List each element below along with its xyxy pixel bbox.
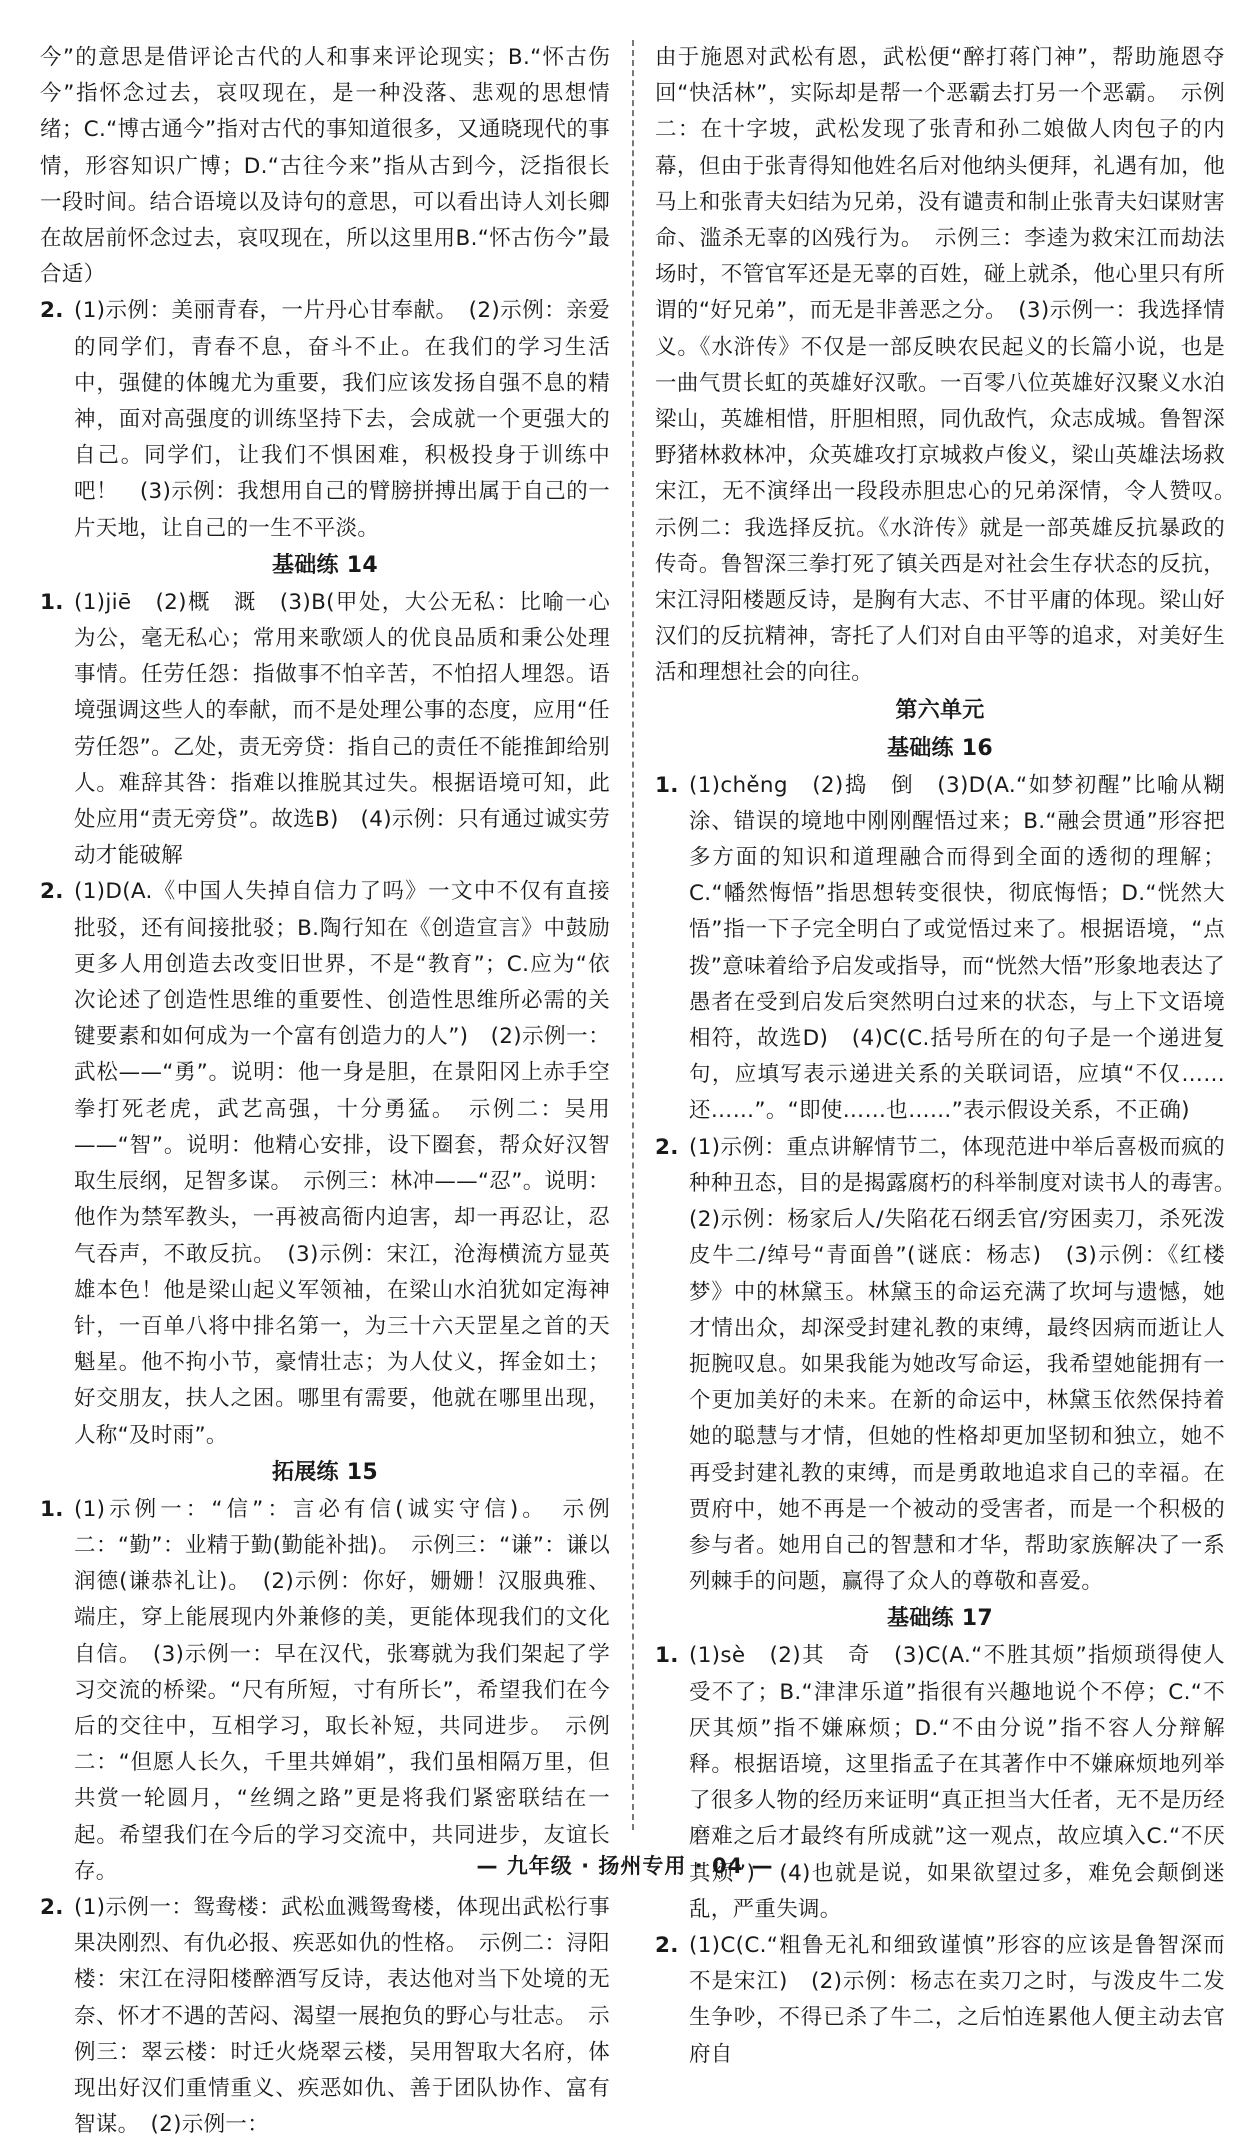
continuation-paragraph: 由于施恩对武松有恩，武松便“醉打蒋门神”，帮助施恩夺回“快活林”，实际却是帮一个恶霸去打另一个恶霸。 示例二：在十字坡，武松发现了张青和孙二娘做人肉包子的内幕，但由于张青得知他姓名后对他纳头便拜，礼遇有加，他马上和张青夫妇结为兄弟，没有谴责和制止张青夫妇谋财害命、滥杀无辜的凶残行为。 示例三：李逵为救宋江而劫法场时，不管官军还是无辜的百姓，碰上就杀，他心里只有所谓的“好兄弟”，而无是非善恶之分。 (3)示例一：我选择情义。《水浒传》不仅是一部反映农民起义的长篇小说，也是一曲气贯长虹的英雄好汉歌。一百零八位英雄好汉聚义水泊梁山，英雄相惜，肝胆相照，同仇敌忾，众志成城。鲁智深野猪林救林冲，众英雄攻打京城救卢俊义，梁山英雄法场救宋江，无不演绎出一段段赤胆忠心的兄弟深情，令人赞叹。 示例二：我选择反抗。《水浒传》就是一部英雄反抗暴政的传奇。鲁智深三拳打死了镇关西是对社会生存状态的反抗，宋江浔阳楼题反诗，是胸有大志、不甘平庸的体现。梁山好汉们的反抗精神，寄托了人们对自由平等的追求，对美好生活和理想社会的向往。 <box>655 45 1247 686</box>
right-column <box>655 40 1247 2073</box>
left-column <box>40 40 610 2143</box>
list-item <box>655 1638 1225 1928</box>
item-number: 2. <box>655 1134 679 1160</box>
item-text: (1)示例：美丽青春，一片丹心甘奉献。 (2)示例：亲爱的同学们，青春不息，奋斗不止。在我们的学习生活中，强健的体魄尤为重要，我们应该发扬自强不息的精神，面对高强度的训练坚持下去，会成就一个更强大的自己。同学们，让我们不惧困难，积极投身于训练中吧！ (3)示例：我想用自己的臂膀拼搏出属于自己的一片天地，让自己的一生不平淡。 <box>74 298 610 541</box>
column-divider <box>632 40 634 1830</box>
list-item <box>40 293 610 546</box>
page-footer: — 九年级 · 扬州专用 · 04 — <box>476 1854 774 1878</box>
item-number: 2. <box>655 1932 679 1958</box>
item-text: (1)chěng (2)捣 倒 (3)D(A.“如梦初醒”比喻从糊涂、错误的境地中刚刚醒悟过来；B.“融会贯通”形容把多方面的知识和道理融合而得到全面的透彻的理解；C.“幡然悔悟”指思想转变很快，彻底悔悟；D.“恍然大悟”指一下子完全明白了或觉悟过来了。根据语境，“点拨”意味着给予启发或指导，而“恍然大悟”形象地表达了愚者在受到启发后突然明白过来的状态，与上下文语境相符，故选D) (4)C(C.括号所在的句子是一个递进复句，应填写表示递进关系的关联词语，应填“不仅……还……”。“即使……也……”表示假设关系，不正确) <box>689 772 1225 1124</box>
list-item <box>655 1928 1225 2073</box>
list-item <box>40 1890 610 2143</box>
section-heading: 基础练 16 <box>886 735 994 761</box>
item-text: (1)sè (2)其 奇 (3)C(A.“不胜其烦”指烦琐得使人受不了；B.“津津乐道”指很有兴趣地说个不停；C.“不厌其烦”指不嫌麻烦；D.“不由分说”指不容人分辩解释。根据语境，这里指孟子在其著作中不嫌麻烦地列举了很多人物的经历来证明“真正担当大任者，无不是历经磨难之后才最终有所成就”这一观点，故应填入C.“不厌其烦”) (4)也就是说，如果欲望过多，难免会颠倒迷乱，严重失调。 <box>689 1643 1225 1922</box>
item-text: (1)jiē (2)概 溉 (3)B(甲处，大公无私：比喻一心为公，毫无私心；常用来歌颂人的优良品质和秉公处理事情。任劳任怨：指做事不怕辛苦，不怕招人埋怨。语境强调这些人的奉献，而不是处理公事的态度，应用“任劳任怨”。乙处，责无旁贷：指自己的责任不能推卸给别人。难辞其咎：指难以推脱其过失。根据语境可知，此处应用“责无旁贷”。故选B) (4)示例：只有通过诚实劳动才能破解 <box>74 589 610 869</box>
intro-paragraph: 今”的意思是借评论古代的人和事来评论现实；B.“怀古伤今”指怀念过去，哀叹现在，是一种没落、悲观的思想情绪；C.“博古通今”指对古代的事知道很多，又通晓现代的事情，形容知识广博；D.“古往今来”指从古到今，泛指很长一段时间。结合语境以及诗句的意思，可以看出诗人刘长卿在故居前怀念过去，哀叹现在，所以这里用B.“怀古伤今”最合适） <box>40 45 610 288</box>
item-text: (1)示例一：鸳鸯楼：武松血溅鸳鸯楼，体现出武松行事果决刚烈、有仇必报、疾恶如仇的性格。 示例二：浔阳楼：宋江在浔阳楼醉酒写反诗，表达他对当下处境的无奈、怀才不遇的苦闷、渴望一展抱负的野心与壮志。 示例三：翠云楼：时迁火烧翠云楼，吴用智取大名府，体现出好汉们重情重义、疾恶如仇、善于团队协作、富有智谋。 (2)示例一： <box>74 1894 610 2138</box>
section-heading: 拓展练 15 <box>271 1459 379 1485</box>
item-number: 2. <box>40 879 64 905</box>
item-text: (1)D(A.《中国人失掉自信力了吗》一文中不仅有直接批驳，还有间接批驳；B.陶行知在《创造宣言》中鼓励更多人用创造去改变旧世界，不是“教育”；C.应为“依次论述了创造性思维的重要性、创造性思维所必需的关键要素和如何成为一个富有创造力的人”) (2)示例一：武松——“勇”。说明：他一身是胆，在景阳冈上赤手空拳打死老虎，武艺高强，十分勇猛。 示例二：吴用——“智”。说明：他精心安排，设下圈套，帮众好汉智取生辰纲，足智多谋。 示例三：林冲——“忍”。说明：他作为禁军教头，一再被高衙内迫害，却一再忍让，忍气吞声，不敢反抗。 (3)示例：宋江，沧海横流方显英雄本色！他是梁山起义军领袖，在梁山水泊犹如定海神针，一百单八将中排名第一，为三十六天罡星之首的天魁星。他不拘小节，豪情壮志；为人仗义，挥金如土；好交朋友，扶人之困。哪里有需要，他就在哪里出现，人称“及时雨”。 <box>74 879 610 1448</box>
section-heading: 基础练 17 <box>886 1606 994 1632</box>
list-item <box>655 1130 1247 1601</box>
list-item <box>655 768 1225 1130</box>
item-text: (1)示例：重点讲解情节二，体现范进中举后喜极而疯的种种丑态，目的是揭露腐朽的科举制度对读书人的毒害。 (2)示例：杨家后人/失陷花石纲丢官/穷困卖刀，杀死泼皮牛二/绰号“青面兽”(谜底：杨志) (3)示例：《红楼梦》中的林黛玉。林黛玉的命运充满了坎坷与遗憾，她才情出众，却深受封建礼教的束缚，最终因病而逝让人扼腕叹息。如果我能为她改写命运，我希望她能拥有一个更加美好的未来。在新的命运中，林黛玉依然保持着她的聪慧与才情，但她的性格却更加坚韧和独立，她不再受封建礼教的束缚，而是勇敢地追求自己的幸福。在贾府中，她不再是一个被动的受害者，而是一个积极的参与者。她用自己的智慧和才华，帮助家族解决了一系列棘手的问题，赢得了众人的尊敬和喜爱。 <box>689 1134 1247 1595</box>
list-item <box>40 1492 610 1890</box>
item-number: 2. <box>40 1894 64 1920</box>
item-number: 2. <box>40 298 64 324</box>
section-heading: 基础练 14 <box>271 552 379 578</box>
item-number: 1. <box>655 1643 679 1669</box>
item-number: 1. <box>40 1496 64 1522</box>
unit-heading: 第六单元 <box>895 697 985 723</box>
item-number: 1. <box>40 589 64 615</box>
item-text: (1)C(C.“粗鲁无礼和细致谨慎”形容的应该是鲁智深而不是宋江) (2)示例：杨志在卖刀之时，与泼皮牛二发生争吵，不得已杀了牛二，之后怕连累他人便主动去官府自 <box>689 1932 1225 2067</box>
list-item <box>40 585 610 875</box>
list-item <box>40 874 610 1453</box>
item-text: (1)示例一：“信”：言必有信(诚实守信)。 示例二：“勤”：业精于勤(勤能补拙)。 示例三：“谦”：谦以润德(谦恭礼让)。 (2)示例：你好，姗姗！汉服典雅、端庄，穿上能展现内外兼修的美，更能体现我们的文化自信。 (3)示例一：早在汉代，张骞就为我们架起了学习交流的桥梁。“尺有所短，寸有所长”，希望我们在今后的交往中，互相学习，取长补短，共同进步。 示例二：“但愿人长久，千里共婵娟”，我们虽相隔万里，但共赏一轮圆月，“丝绸之路”更是将我们紧密联结在一起。希望我们在今后的学习交流中，共同进步，友谊长存。 <box>74 1496 610 1884</box>
item-number: 1. <box>655 772 679 798</box>
